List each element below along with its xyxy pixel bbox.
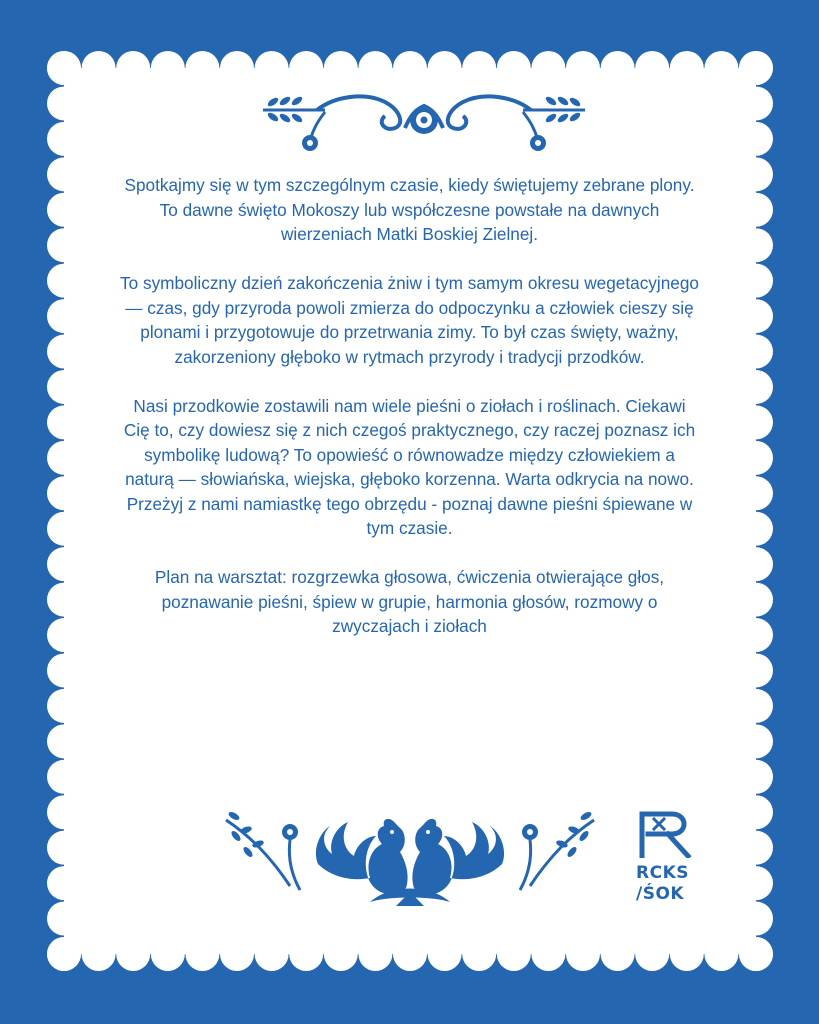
paragraph-plan: Plan na warsztat: rozgrzewka głosowa, ćwiczenia otwierające głos, poznawanie pieśni, śpiew w grupie, harmonia głosów, rozmowy o zwyczajach i ziołach: [154, 567, 665, 636]
paragraph-intro: Spotkajmy się w tym szczególnym czasie, kiedy świętujemy zebrane plony. To dawne święto Mokoszy lub współczesne powstałe na dawnych wierzeniach Matki Boskiej Zielnej.: [124, 175, 695, 244]
logo-line-rcks: RCKS: [636, 863, 689, 883]
roosters-ornament: [220, 806, 600, 918]
paragraph-invitation: Przeżyj z nami namiastkę tego obrzędu - poznaj dawne pieśni śpiewane w tym czasie.: [126, 493, 693, 538]
logo-line-sok: /ŚOK: [636, 884, 685, 904]
paragraph-songs: Nasi przodkowie zostawili nam wiele pieśni o ziołach i roślinach. Ciekawi Cię to, czy dowiesz się z nich czegoś praktycznego, czy raczej poznasz ich symbolikę ludową? To opowieść o równowadze między człowiekiem a naturą — słowiańska, wiejska, głęboko korzenna. Warta odkrycia na nowo.: [123, 395, 696, 489]
paragraph-harvest: To symboliczny dzień zakończenia żniw i tym samym okresu wegetacyjnego — czas, gdy przyroda powoli zmierza do odpoczynku a człowiek cieszy się plonami i przygotowuje do przetrwania zimy. To był czas święty, ważny, zakorzeniony głęboko w rytmach przyrody i tradycji przodków.: [120, 273, 699, 367]
rcks-sok-logo: [636, 810, 700, 910]
folk-ornament-top: [255, 88, 593, 154]
logo-r-mark: [636, 810, 694, 858]
event-description: [120, 173, 699, 663]
